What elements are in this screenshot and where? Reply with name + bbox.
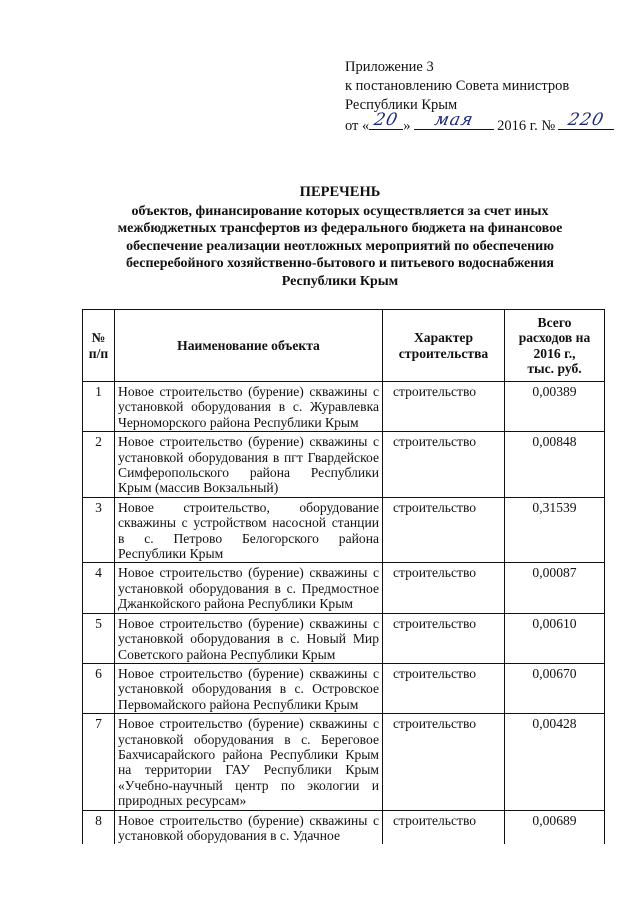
header-name: Наименование объекта xyxy=(115,310,383,382)
title-line-1: объектов, финансирование которых осуществляется за счет иных xyxy=(131,203,549,219)
row-type: строительство xyxy=(383,613,505,663)
row-num: 4 xyxy=(83,563,115,613)
table-row xyxy=(83,714,605,810)
row-total: 0,00670 xyxy=(505,663,605,713)
row-type: строительство xyxy=(383,563,505,613)
appendix-label: Приложение 3 xyxy=(345,59,434,75)
row-name: Новое строительство, оборудование скважины с устройством насосной станции в с. Петрово Белогорского района Республики Крым xyxy=(115,497,383,563)
row-type: строительство xyxy=(383,714,505,810)
row-type: строительство xyxy=(383,810,505,844)
title-line-3: обеспечение реализации неотложных мероприятий по обеспечению xyxy=(126,238,554,254)
row-total: 0,31539 xyxy=(505,497,605,563)
title-main: ПЕРЕЧЕНЬ xyxy=(299,184,381,200)
row-name: Новое строительство (бурение) скважины с установкой оборудования в с. Предмостное Джанкойского района Республики Крым xyxy=(115,563,383,613)
row-num: 8 xyxy=(83,810,115,844)
row-type: строительство xyxy=(383,382,505,432)
document-title xyxy=(90,184,590,290)
date-day-handwritten: 20 xyxy=(372,110,401,130)
date-month-blank xyxy=(414,110,494,130)
date-day-blank xyxy=(369,110,403,130)
row-name: Новое строительство (бурение) скважины с установкой оборудования в с. Островское Первомайского района Республики Крым xyxy=(115,663,383,713)
header-type-line1: Характер xyxy=(413,330,474,346)
row-name: Новое строительство (бурение) скважины с установкой оборудования в с. Новый Мир Советского района Республики Крым xyxy=(115,613,383,663)
title-line-5: Республики Крым xyxy=(281,273,399,289)
row-type: строительство xyxy=(383,497,505,563)
row-num: 2 xyxy=(83,432,115,498)
decree-number-blank xyxy=(558,110,614,130)
table-row xyxy=(83,497,605,563)
row-num: 1 xyxy=(83,382,115,432)
header-total xyxy=(505,310,605,382)
table-row xyxy=(83,382,605,432)
header-total-line1: Всего xyxy=(537,314,572,330)
row-name: Новое строительство (бурение) скважины с установкой оборудования в с. Удачное xyxy=(115,810,383,844)
table-row xyxy=(83,663,605,713)
date-prefix: от « xyxy=(345,118,370,134)
table-row xyxy=(83,613,605,663)
header-type xyxy=(383,310,505,382)
title-line-2: межбюджетных трансфертов из федерального бюджета на финансовое xyxy=(117,221,563,236)
row-total: 0,00689 xyxy=(505,810,605,844)
header-num-line1: № xyxy=(91,330,106,346)
row-name: Новое строительство (бурение) скважины с установкой оборудования в пгт Гвардейское Симферопольского района Республики Крым (массив Вокзальный) xyxy=(115,432,383,498)
header-type-line2: строительства xyxy=(398,345,489,361)
table-header-row xyxy=(83,310,605,382)
title-line-4: бесперебойного хозяйственно-бытового и питьевого водоснабжения xyxy=(126,256,554,271)
header-total-line2: расходов на xyxy=(518,330,591,346)
table-row xyxy=(83,563,605,613)
table-row xyxy=(83,432,605,498)
row-num: 3 xyxy=(83,497,115,563)
row-name: Новое строительство (бурение) скважины с установкой оборудования в с. Журавлевка Черноморского района Республики Крым xyxy=(115,382,383,432)
row-type: строительство xyxy=(383,432,505,498)
date-quote-close: » xyxy=(403,118,411,134)
row-type: строительство xyxy=(383,663,505,713)
appendix-decree-ref: к постановлению Совета министров xyxy=(345,78,570,94)
header-total-line4: тыс. руб. xyxy=(527,360,582,376)
row-num: 7 xyxy=(83,714,115,810)
date-year: 2016 г. № xyxy=(497,118,556,134)
date-month-handwritten: мая xyxy=(432,110,476,130)
row-name: Новое строительство (бурение) скважины с установкой оборудования в с. Береговое Бахчисарайского района Республики Крым на территории ГАУ Республики Крым «Учебно-научный центр по экологии и природных ресурсам» xyxy=(115,714,383,810)
row-num: 5 xyxy=(83,613,115,663)
objects-table xyxy=(82,309,605,844)
header-total-line3: 2016 г., xyxy=(533,345,576,361)
row-total: 0,00610 xyxy=(505,613,605,663)
header-num xyxy=(83,310,115,382)
row-num: 6 xyxy=(83,663,115,713)
row-total: 0,00087 xyxy=(505,563,605,613)
header-num-line2: п/п xyxy=(88,345,109,361)
appendix-date-line xyxy=(345,110,625,136)
row-total: 0,00389 xyxy=(505,382,605,432)
appendix-header xyxy=(345,58,625,136)
row-total: 0,00848 xyxy=(505,432,605,498)
decree-number-handwritten: 220 xyxy=(566,110,607,130)
row-total: 0,00428 xyxy=(505,714,605,810)
table-row xyxy=(83,810,605,844)
appendix-republic: Республики Крым xyxy=(345,97,458,113)
